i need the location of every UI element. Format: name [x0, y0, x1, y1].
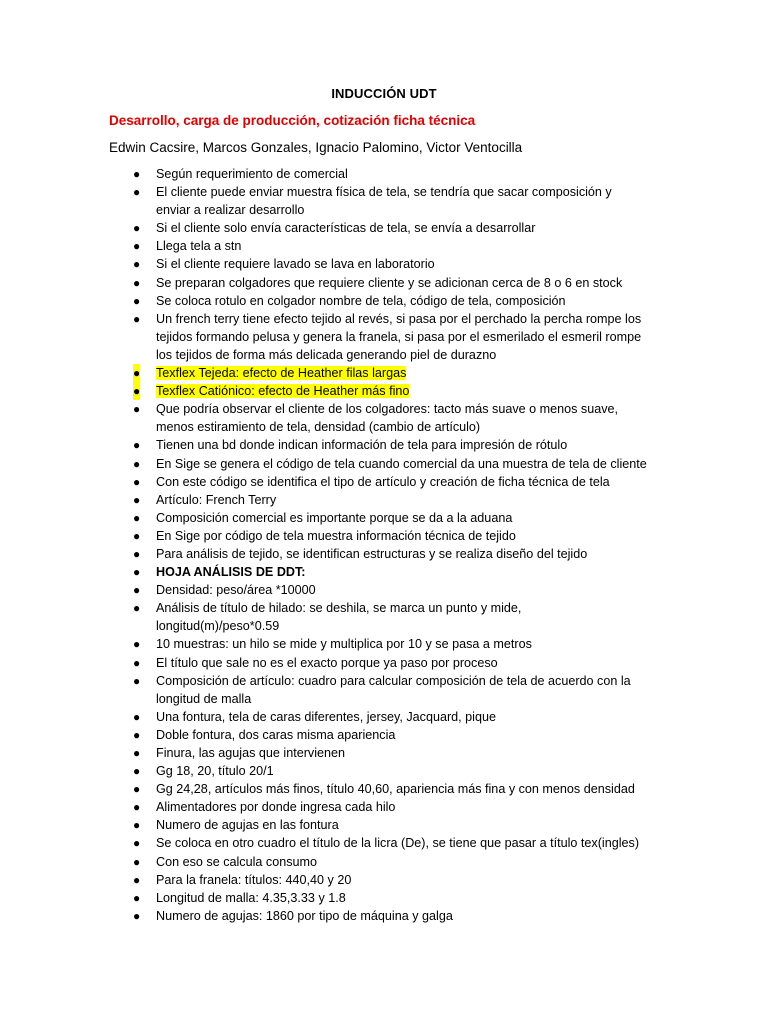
list-item [109, 563, 669, 581]
list-item [109, 165, 669, 183]
bullet-icon: ● [133, 583, 141, 598]
bullet-icon: ● [133, 221, 141, 236]
bullet-icon: ● [133, 890, 141, 905]
bullet-icon: ● [133, 764, 141, 779]
bullet-icon: ● [133, 456, 141, 471]
list-item-text: Densidad: peso/área *10000 [156, 583, 316, 598]
list-item-text: Si el cliente requiere lavado se lava en laboratorio [156, 257, 435, 272]
list-item-continuation: enviar a realizar desarrollo [156, 203, 305, 218]
list-item [109, 762, 669, 780]
list-item-text: Alimentadores por donde ingresa cada hilo [156, 800, 396, 815]
list-item-text: Con eso se calcula consumo [156, 854, 318, 869]
bullet-icon: ● [133, 438, 141, 453]
list-item [109, 599, 669, 635]
list-item-text: HOJA ANÁLISIS DE DDT: [156, 565, 306, 580]
bullet-icon: ● [133, 257, 141, 272]
bullet-icon: ● [133, 382, 140, 400]
list-item-text: El título que sale no es el exacto porque ya paso por proceso [156, 655, 498, 670]
list-item-continuation: los tejidos de forma más delicada generando piel de durazno [156, 347, 497, 362]
list-item [109, 509, 669, 527]
list-item [109, 871, 669, 889]
list-item-text: En Sige se genera el código de tela cuando comercial da una muestra de tela de cliente [156, 456, 647, 471]
bullet-icon: ● [133, 546, 141, 561]
list-item-continuation: longitud de malla [156, 691, 252, 706]
document-subtitle: Desarrollo, carga de producción, cotización ficha técnica [109, 113, 476, 128]
bullet-icon: ● [133, 836, 141, 851]
list-item [109, 816, 669, 834]
list-item-text: Que podría observar el cliente de los colgadores: tacto más suave o menos suave, [156, 402, 619, 417]
list-item [109, 726, 669, 744]
list-item-text: Composición comercial es importante porque se da a la aduana [156, 510, 513, 525]
list-item-text: Longitud de malla: 4.35,3.33 y 1.8 [156, 890, 346, 905]
list-item [109, 183, 669, 219]
list-item [109, 654, 669, 672]
list-item [109, 780, 669, 798]
list-item [109, 907, 669, 925]
list-item-text: Texflex Catiónico: efecto de Heather más fino [156, 384, 410, 399]
list-item-text: Análisis de título de hilado: se deshila, se marca un punto y mide, [156, 601, 522, 616]
list-item [109, 834, 669, 852]
list-item [109, 545, 669, 563]
list-item-continuation: longitud(m)/peso*0.59 [156, 619, 280, 634]
list-item [109, 364, 669, 382]
list-item-text: Según requerimiento de comercial [156, 167, 348, 181]
list-item [109, 798, 669, 816]
list-item [109, 237, 669, 255]
list-item [109, 292, 669, 310]
list-item-text: Para análisis de tejido, se identifican estructuras y se realiza diseño del tejido [156, 546, 588, 561]
list-item-text: Un french terry tiene efecto tejido al revés, si pasa por el perchado la percha rompe los [156, 311, 642, 326]
bullet-icon: ● [133, 167, 141, 181]
bullet-icon: ● [133, 655, 141, 670]
bullet-icon: ● [133, 474, 141, 489]
list-item-text: Si el cliente solo envía características de tela, se envía a desarrollar [156, 221, 536, 236]
list-item [109, 382, 669, 400]
list-item-text: Finura, las agujas que intervienen [156, 746, 346, 760]
list-item [109, 455, 669, 473]
bullet-icon: ● [133, 709, 141, 724]
bullet-icon: ● [133, 601, 141, 616]
bullet-icon: ● [133, 746, 141, 760]
list-item [109, 274, 669, 292]
bullet-list [109, 165, 669, 925]
bullet-icon: ● [133, 782, 141, 797]
bullet-icon: ● [133, 673, 141, 688]
list-item-text: Con este código se identifica el tipo de artículo y creación de ficha técnica de tela [156, 474, 610, 489]
list-item-text: Tienen una bd donde indican información de tela para impresión de rótulo [156, 438, 568, 453]
list-item [109, 255, 669, 273]
list-item [109, 400, 669, 436]
bullet-icon: ● [133, 854, 141, 869]
list-item-text: En Sige por código de tela muestra información técnica de tejido [156, 528, 516, 543]
list-item-text: Gg 18, 20, título 20/1 [156, 764, 274, 779]
list-item [109, 853, 669, 871]
bullet-icon: ● [133, 275, 141, 290]
list-item-text: Numero de agujas: 1860 por tipo de máquina y galga [156, 908, 453, 923]
list-item [109, 310, 669, 364]
bullet-icon: ● [133, 872, 141, 887]
list-item-text: Doble fontura, dos caras misma apariencia [156, 727, 396, 742]
list-item-continuation: tejidos formando pelusa y genera la franela, si pasa por el esmerilado el esmeril rompe [156, 329, 642, 344]
document-authors: Edwin Cacsire, Marcos Gonzales, Ignacio Palomino, Victor Ventocilla [109, 140, 523, 155]
bullet-icon: ● [133, 239, 141, 254]
list-item-text: Para la franela: títulos: 440,40 y 20 [156, 872, 352, 887]
bullet-icon: ● [133, 637, 141, 652]
list-item-text: Numero de agujas en las fontura [156, 818, 339, 833]
bullet-icon: ● [133, 800, 141, 815]
list-item-text: Llega tela a stn [156, 239, 242, 254]
list-item-text: El cliente puede enviar muestra física de tela, se tendría que sacar composición y [156, 185, 612, 200]
list-item-text: 10 muestras: un hilo se mide y multiplica por 10 y se pasa a metros [156, 637, 532, 652]
bullet-icon: ● [133, 510, 141, 525]
list-item-text: Se preparan colgadores que requiere cliente y se adicionan cerca de 8 o 6 en stock [156, 275, 623, 290]
list-item [109, 672, 669, 708]
list-item [109, 491, 669, 509]
bullet-icon: ● [133, 293, 141, 308]
bullet-icon: ● [133, 185, 141, 200]
document-title: INDUCCIÓN UDT [331, 86, 437, 101]
bullet-icon: ● [133, 908, 141, 923]
bullet-icon: ● [133, 492, 141, 507]
list-item-text: Composición de artículo: cuadro para calcular composición de tela de acuerdo con la [156, 673, 631, 688]
bullet-icon: ● [133, 364, 140, 382]
bullet-icon: ● [133, 528, 141, 543]
list-item [109, 744, 669, 762]
list-item [109, 219, 669, 237]
list-item-text: Texflex Tejeda: efecto de Heather filas largas [156, 366, 407, 381]
bullet-icon: ● [133, 727, 141, 742]
list-item [109, 436, 669, 454]
list-item-text: Se coloca en otro cuadro el título de la licra (De), se tiene que pasar a título tex(ingles) [156, 836, 640, 851]
list-item [109, 708, 669, 726]
list-item [109, 581, 669, 599]
list-item-continuation: menos estiramiento de tela, densidad (cambio de artículo) [156, 420, 481, 435]
list-item [109, 527, 669, 545]
list-item-text: Artículo: French Terry [156, 492, 277, 507]
bullet-icon: ● [133, 818, 141, 833]
list-item-text: Se coloca rotulo en colgador nombre de tela, código de tela, composición [156, 293, 566, 308]
bullet-icon: ● [133, 311, 141, 326]
list-item [109, 889, 669, 907]
bullet-icon: ● [133, 402, 141, 417]
list-item [109, 635, 669, 653]
list-item [109, 473, 669, 491]
list-item-text: Una fontura, tela de caras diferentes, jersey, Jacquard, pique [156, 709, 496, 724]
list-item-text: Gg 24,28, artículos más finos, título 40,60, apariencia más fina y con menos densidad [156, 782, 635, 797]
bullet-icon: ● [133, 565, 141, 580]
